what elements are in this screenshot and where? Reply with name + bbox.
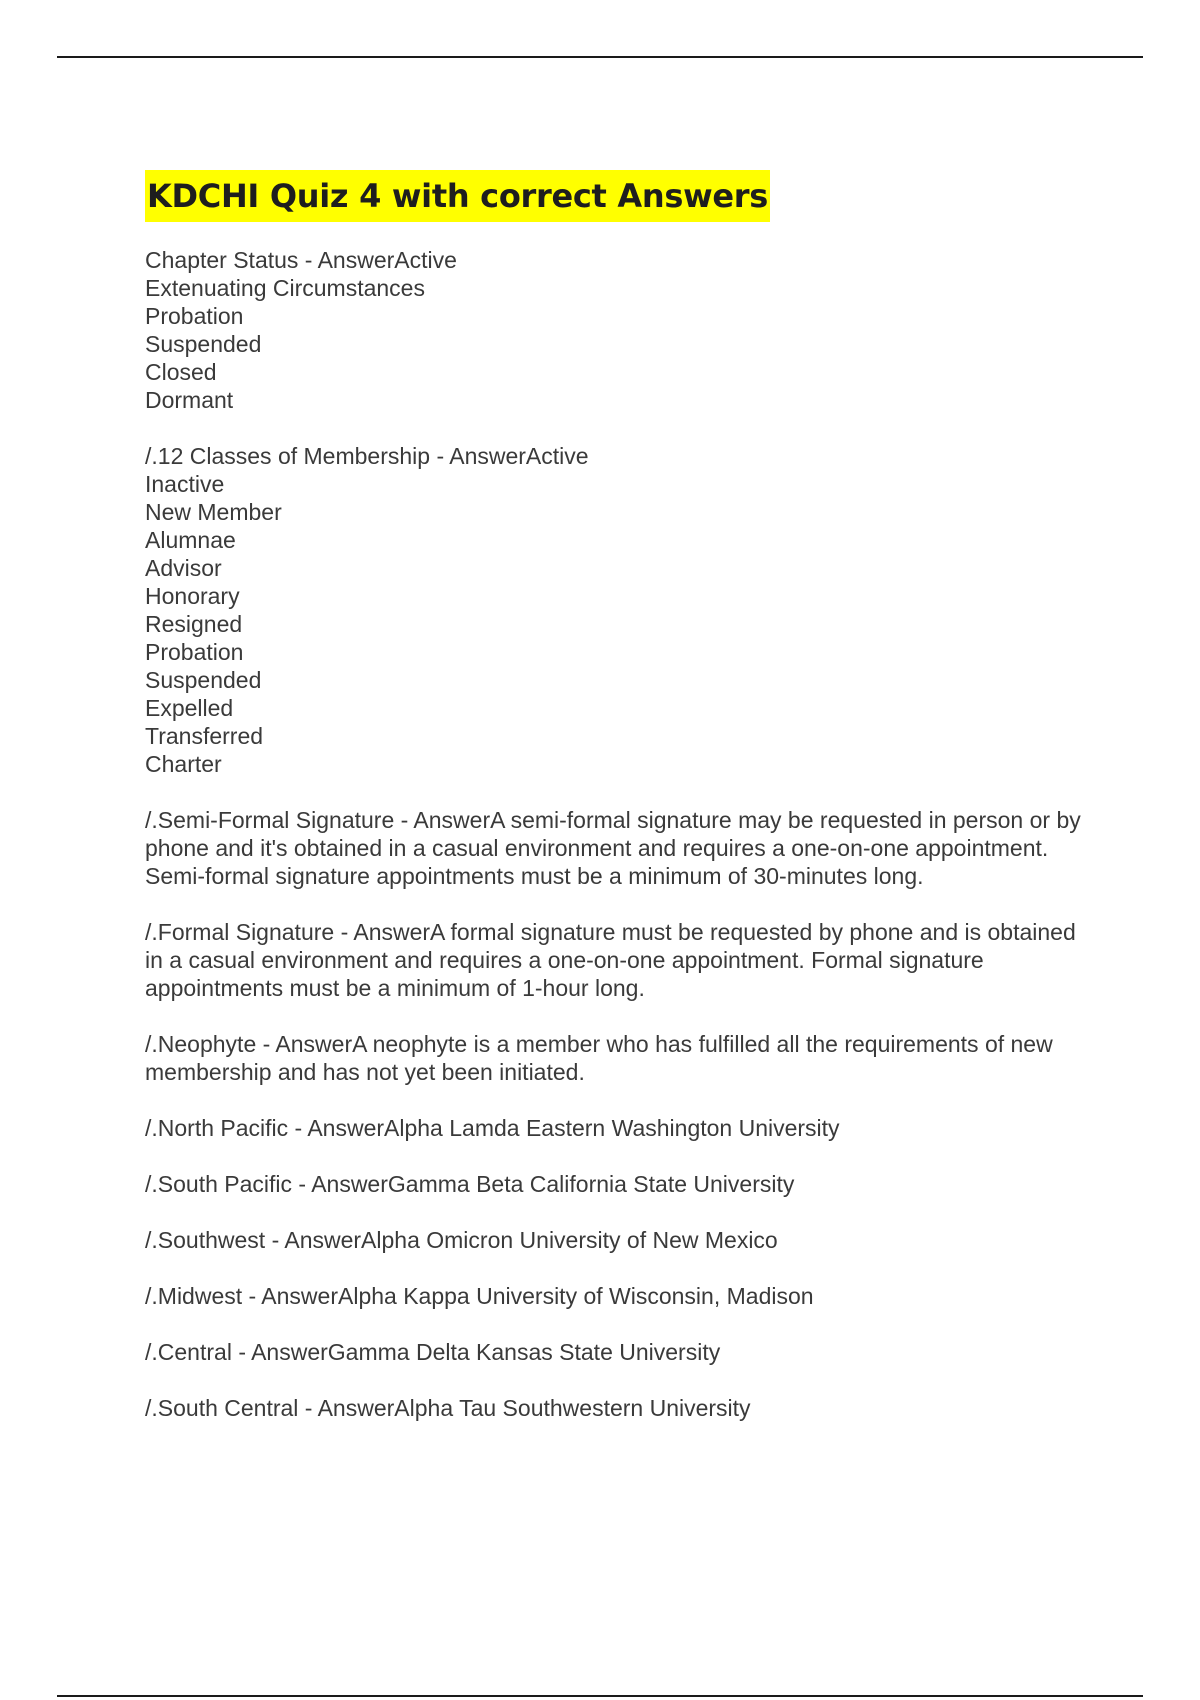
top-rule: [57, 56, 1143, 58]
central-entry: [145, 1338, 1085, 1366]
south-central-entry: [145, 1394, 1085, 1422]
text-line: New Member: [145, 499, 282, 525]
text-line: Suspended: [145, 667, 262, 693]
text-line: Charter: [145, 751, 222, 777]
text-line: Resigned: [145, 611, 243, 637]
semi-formal-signature-entry: [145, 806, 1085, 890]
paragraph: /.Midwest - AnswerAlpha Kappa University of Wisconsin, Madison: [145, 1283, 814, 1309]
text-line: Expelled: [145, 695, 234, 721]
document-body: [145, 170, 1085, 1450]
text-line: Honorary: [145, 583, 240, 609]
paragraph: /.Formal Signature - AnswerA formal signature must be requested by phone and is obtained in a casual environment and requires a one-on-one appointment. Formal signature appointments must be a minimum of 1-hour long.: [145, 919, 1076, 1001]
document-title: KDCHI Quiz 4 with correct Answers: [145, 170, 770, 222]
text-line: /.12 Classes of Membership - AnswerActive: [145, 443, 589, 469]
paragraph: /.Southwest - AnswerAlpha Omicron University of New Mexico: [145, 1227, 778, 1253]
text-line: Closed: [145, 359, 217, 385]
paragraph: /.Central - AnswerGamma Delta Kansas State University: [145, 1339, 721, 1365]
text-line: Transferred: [145, 723, 264, 749]
paragraph: /.North Pacific - AnswerAlpha Lamda Eastern Washington University: [145, 1115, 840, 1141]
paragraph: /.Neophyte - AnswerA neophyte is a member who has fulfilled all the requirements of new membership and has not yet been initiated.: [145, 1031, 1053, 1085]
southwest-entry: [145, 1226, 1085, 1254]
text-line: Chapter Status - AnswerActive: [145, 247, 457, 273]
paragraph: /.South Central - AnswerAlpha Tau Southwestern University: [145, 1395, 751, 1421]
neophyte-entry: [145, 1030, 1085, 1086]
paragraph: /.South Pacific - AnswerGamma Beta California State University: [145, 1171, 795, 1197]
formal-signature-entry: [145, 918, 1085, 1002]
text-line: Dormant: [145, 387, 234, 413]
paragraph: /.Semi-Formal Signature - AnswerA semi-formal signature may be requested in person or by phone and it's obtained in a casual environment and requires a one-on-one appointment. Semi-formal signature appointments must be a minimum of 30-minutes long.: [145, 807, 1081, 889]
classes-of-membership-entry: [145, 442, 1085, 778]
south-pacific-entry: [145, 1170, 1085, 1198]
text-line: Alumnae: [145, 527, 236, 553]
chapter-status-entry: [145, 246, 1085, 414]
midwest-entry: [145, 1282, 1085, 1310]
north-pacific-entry: [145, 1114, 1085, 1142]
text-line: Suspended: [145, 331, 262, 357]
text-line: Extenuating Circumstances: [145, 275, 425, 301]
text-line: Advisor: [145, 555, 222, 581]
bottom-rule: [57, 1695, 1143, 1697]
text-line: Probation: [145, 303, 244, 329]
text-line: Probation: [145, 639, 244, 665]
text-line: Inactive: [145, 471, 225, 497]
